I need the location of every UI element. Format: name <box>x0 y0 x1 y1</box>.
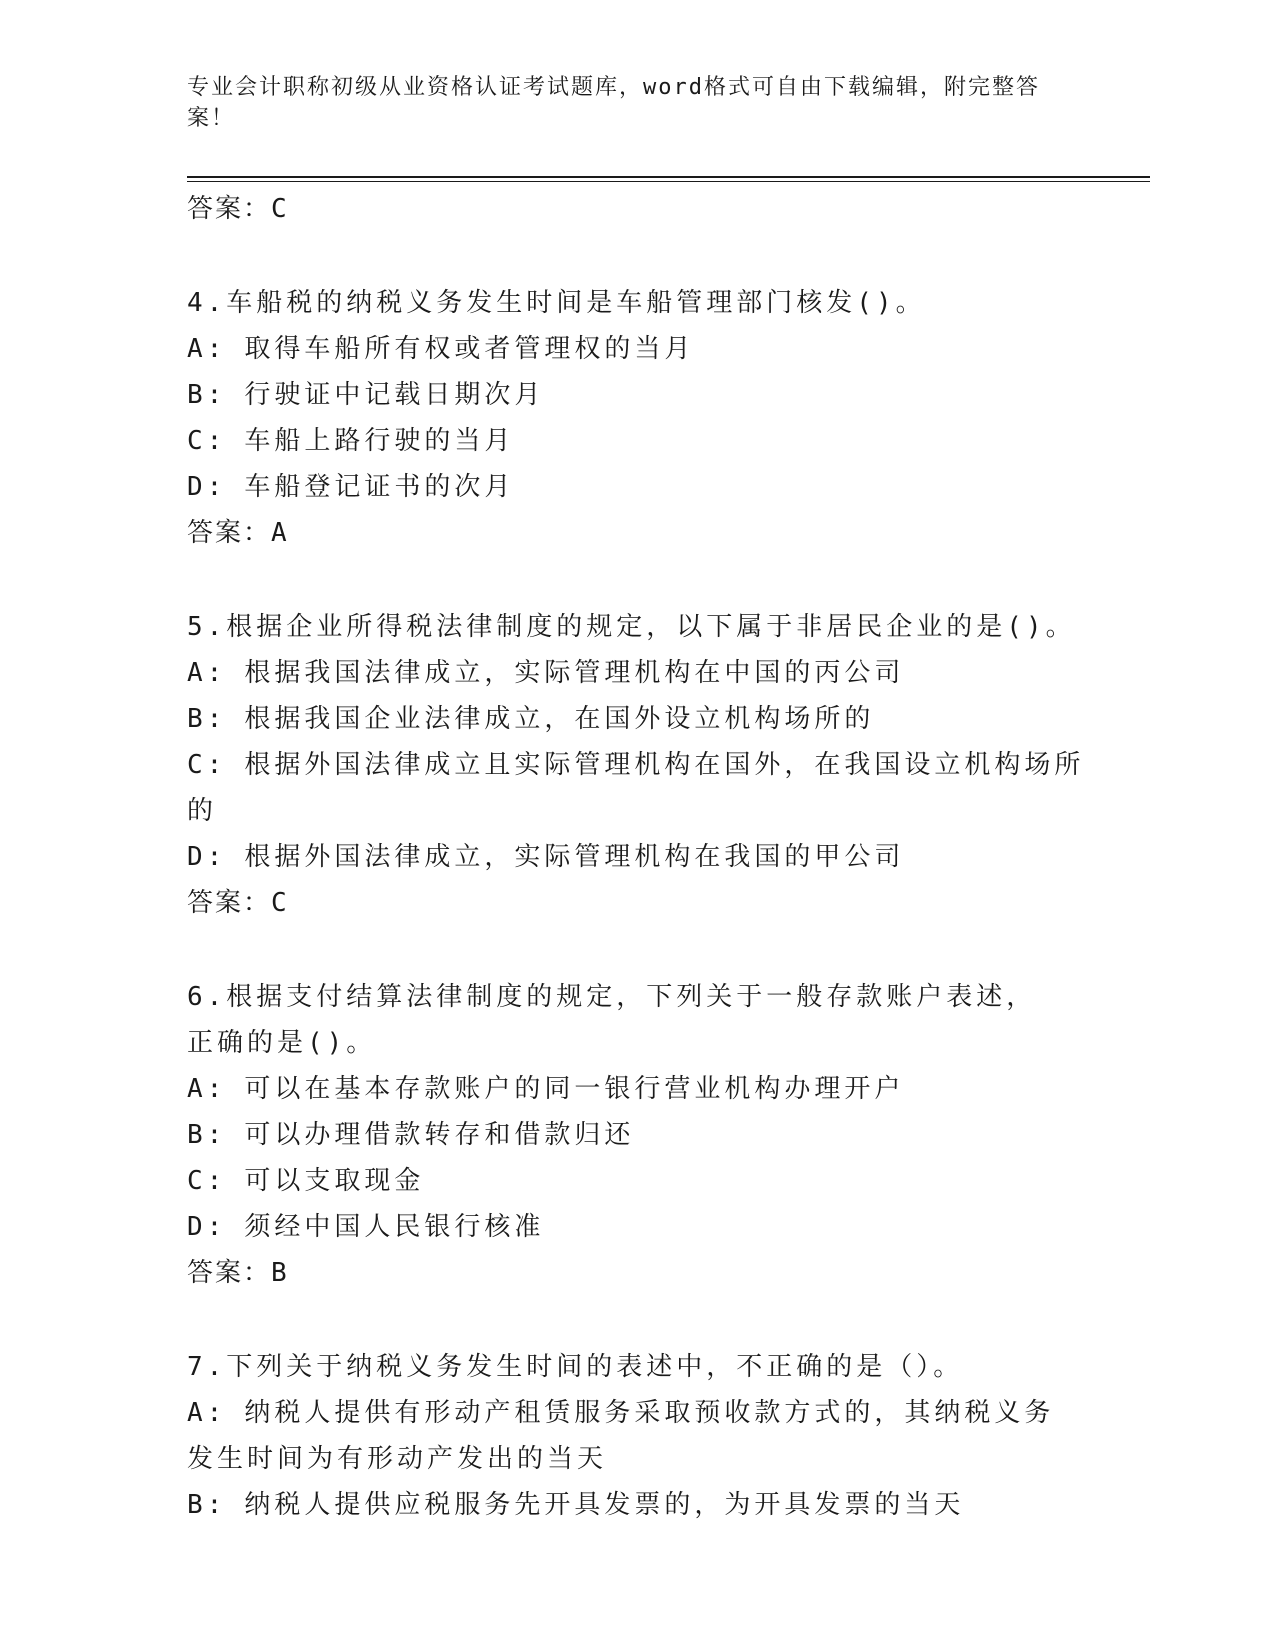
option-key: D: <box>187 842 227 872</box>
option-text: 纳税人提供应税服务先开具发票的，为开具发票的当天 <box>244 1490 965 1520</box>
option-key: A: <box>187 1398 227 1428</box>
option-key: A: <box>187 658 227 688</box>
option-d <box>187 834 1087 880</box>
option-a <box>187 1390 1057 1482</box>
option-text: 根据外国法律成立，实际管理机构在我国的甲公司 <box>244 842 905 872</box>
option-text: 根据我国法律成立，实际管理机构在中国的丙公司 <box>244 658 905 688</box>
option-key: C: <box>187 750 227 780</box>
option-b <box>187 1482 1087 1528</box>
option-text: 根据我国企业法律成立，在国外设立机构场所的 <box>244 704 875 734</box>
option-text: 车船登记证书的次月 <box>244 472 515 502</box>
option-text: 须经中国人民银行核准 <box>244 1212 545 1242</box>
option-text: 纳税人提供有形动产租赁服务采取预收款方式的，其纳税义务发生时间为有形动产发出的当天 <box>187 1398 1055 1474</box>
option-text: 可以在基本存款账户的同一银行营业机构办理开户 <box>244 1074 905 1104</box>
option-key: C: <box>187 1166 227 1196</box>
option-key: D: <box>187 1212 227 1242</box>
question-7 <box>187 1344 1087 1528</box>
option-d <box>187 1204 1087 1250</box>
header-divider-thin <box>187 181 1150 182</box>
header-divider-thick <box>187 176 1150 178</box>
option-key: B: <box>187 1120 227 1150</box>
option-b <box>187 696 1087 742</box>
option-text: 根据外国法律成立且实际管理机构在国外，在我国设立机构场所的 <box>187 750 1085 826</box>
option-text: 行驶证中记载日期次月 <box>244 380 545 410</box>
option-b <box>187 1112 1087 1158</box>
answer-line: 答案：C <box>187 888 289 918</box>
answer-line: 答案：B <box>187 1258 289 1288</box>
document-body <box>187 186 1087 1528</box>
question-6 <box>187 974 1087 1296</box>
option-key: A: <box>187 1074 227 1104</box>
option-text: 可以支取现金 <box>244 1166 425 1196</box>
option-text: 车船上路行驶的当月 <box>244 426 515 456</box>
question-stem: 7.下列关于纳税义务发生时间的表述中，不正确的是（）。 <box>187 1352 964 1382</box>
option-key: C: <box>187 426 227 456</box>
option-a <box>187 326 1087 372</box>
question-stem: 6.根据支付结算法律制度的规定，下列关于一般存款账户表述，正确的是()。 <box>187 982 1037 1058</box>
option-d <box>187 464 1087 510</box>
option-key: B: <box>187 1490 227 1520</box>
option-text: 取得车船所有权或者管理权的当月 <box>244 334 695 364</box>
option-c <box>187 742 1087 834</box>
question-stem: 5.根据企业所得税法律制度的规定，以下属于非居民企业的是()。 <box>187 612 1076 642</box>
question-5 <box>187 604 1087 926</box>
option-b <box>187 372 1087 418</box>
option-c <box>187 1158 1087 1204</box>
option-a <box>187 1066 1087 1112</box>
option-key: A: <box>187 334 227 364</box>
answer-line-q3: 答案：C <box>187 194 289 224</box>
option-text: 可以办理借款转存和借款归还 <box>244 1120 635 1150</box>
question-stem: 4.车船税的纳税义务发生时间是车船管理部门核发()。 <box>187 288 926 318</box>
option-key: D: <box>187 472 227 502</box>
option-a <box>187 650 1087 696</box>
option-key: B: <box>187 704 227 734</box>
option-key: B: <box>187 380 227 410</box>
document-header-text: 专业会计职称初级从业资格认证考试题库，word格式可自由下载编辑，附完整答案！ <box>187 75 1040 131</box>
answer-line: 答案：A <box>187 518 289 548</box>
question-4 <box>187 280 1087 556</box>
option-c <box>187 418 1087 464</box>
